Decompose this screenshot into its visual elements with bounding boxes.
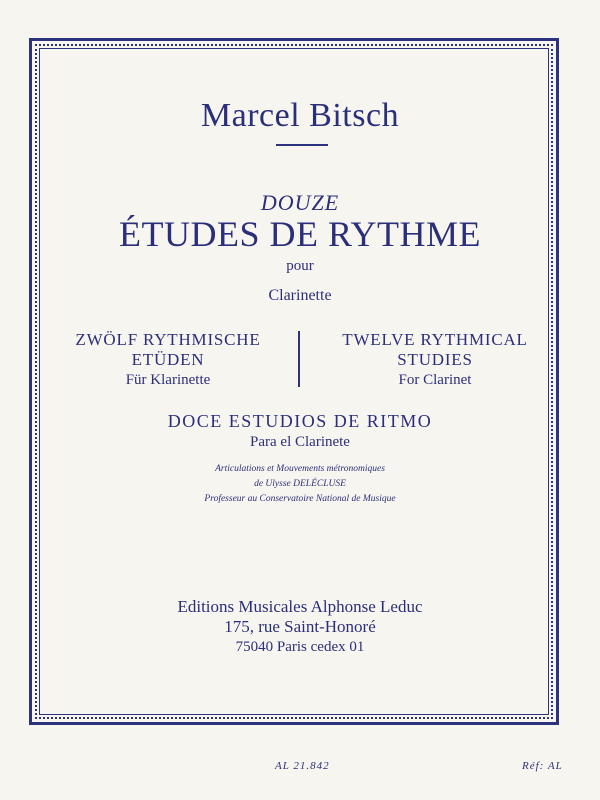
credit-line3: Professeur au Conservatoire National de Musique [204,494,396,504]
main-title: ÉTUDES DE RYTHME [119,214,481,254]
german-title-line2: ETÜDEN [131,350,205,369]
catalog-number: AL 21.842 [275,760,330,772]
german-title-line1: ZWÖLF RYTHMISCHE [75,330,261,349]
publisher-name: Editions Musicales Alphonse Leduc [177,597,423,616]
publisher-address: 175, rue Saint-Honoré [224,617,376,636]
column-divider [298,331,300,387]
reference-code: Réf: AL [522,760,563,772]
german-title-block [38,330,298,390]
instrument-name: Clarinette [268,287,332,304]
pour-text: pour [286,258,314,274]
publisher-city: 75040 Paris cedex 01 [235,639,365,655]
composer-name: Marcel Bitsch [200,97,400,134]
spanish-instrument: Para el Clarinete [250,434,350,450]
english-title-line2: STUDIES [397,350,473,369]
english-title-block [305,330,565,390]
spanish-title: DOCE ESTUDIOS DE RITMO [167,411,433,431]
english-title-line1: TWELVE RYTHMICAL [342,330,528,349]
english-instrument: For Clarinet [398,372,472,388]
credit-line1: Articulations et Mouvements métronomiques [215,464,385,474]
credit-line2: de Ulysse DELÉCLUSE [254,479,346,489]
title-prefix: DOUZE [260,190,340,215]
title-rule [276,144,328,146]
german-instrument: Für Klarinette [125,372,211,388]
